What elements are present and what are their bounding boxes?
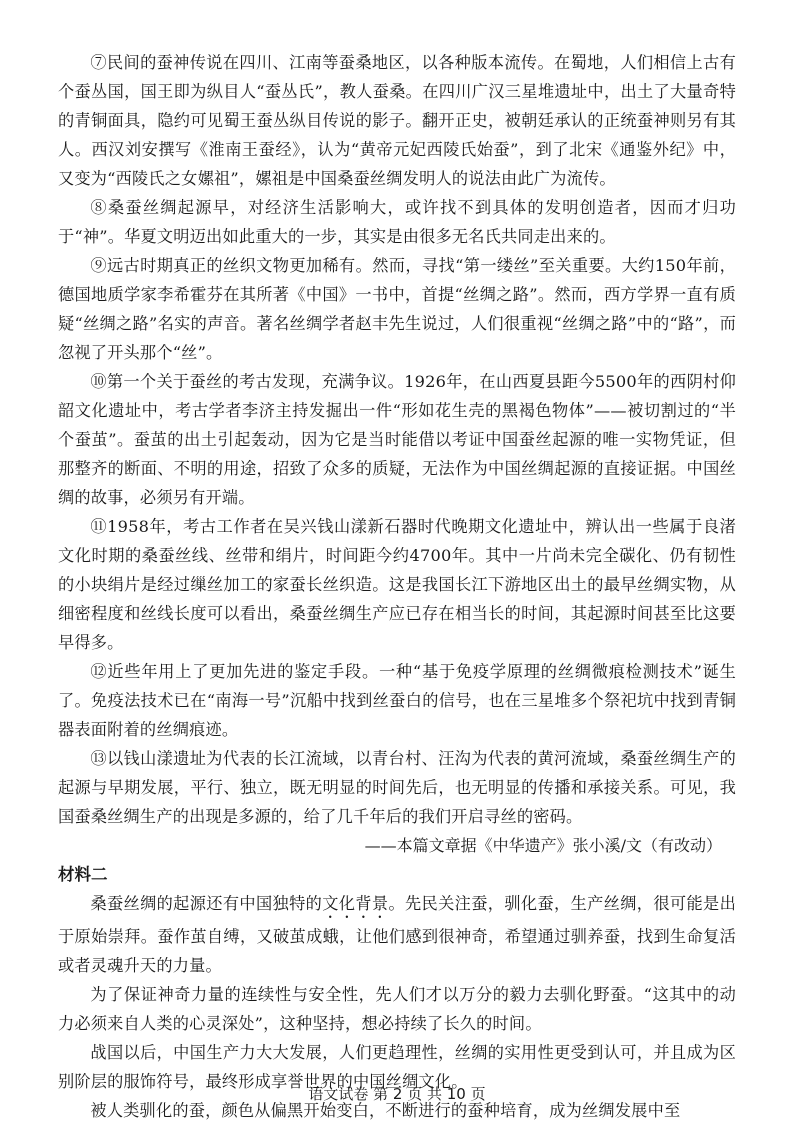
paragraph-11: ⑪1958年，考古工作者在吴兴钱山漾新石器时代晚期文化遗址中，辨认出一些属于良渚文化时期的桑蚕丝线、丝带和绢片，时间距今约4700年。其中一片尚未完全碳化、仍有韧性的小块绢片是经过缫丝加工的家蚕长丝织造。这是我国长江下游地区出土的最早丝绸实物，从细密程度和丝线长度可以看出，桑蚕丝绸生产应已存在相当长的时间，其起源时间甚至比这要早得多。 — [58, 517, 736, 652]
paragraph-8: ⑧桑蚕丝绸起源早，对经济生活影响大，或许找不到具体的发明创造者，因而才归功于“神”。华夏文明迈出如此重大的一步，其实是由很多无名氏共同走出来的。 — [58, 198, 736, 246]
m1-prefix: 桑蚕丝绸的起源还有中国独特的 — [90, 894, 323, 913]
material-2-paragraph-2: 为了保证神奇力量的连续性与安全性，先人们才以万分的毅力去驯化野蚕。“这其中的动力必须来自人类的心灵深处”，这种坚持，想必持续了长久的时间。 — [58, 985, 736, 1033]
article-credit: ——本篇文章据《中华遗产》张小溪/文（有改动） — [364, 836, 722, 855]
paragraph-13: ⑬以钱山漾遗址为代表的长江流域，以青台村、汪沟为代表的黄河流域，桑蚕丝绸生产的起源与早期发展，平行、独立，既无明显的时间先后，也无明显的传播和承接关系。可见，我国蚕桑丝绸生产的出现是多源的，给了几千年后的我们开启寻丝的密码。 — [58, 749, 736, 826]
page-footer: 语文试卷 第 2 页 共 10 页 — [308, 1085, 486, 1103]
paragraph-10: ⑩第一个关于蚕丝的考古发现，充满争议。1926年，在山西夏县距今5500年的西阴村仰韶文化遗址中，考古学者李济主持发掘出一件“形如花生壳的黑褐色物体”——被切割过的“半个蚕茧”。蚕茧的出土引起轰动，因为它是当时能借以考证中国蚕丝起源的唯一实物凭证，但那整齐的断面、不明的用途，招致了众多的质疑，无法作为中国丝绸起源的直接证据。中国丝绸的故事，必须另有开端。 — [58, 372, 736, 507]
material-2-paragraph-4: 被人类驯化的蚕，颜色从偏黑开始变白，不断进行的蚕种培育，成为丝绸发展中至 — [90, 1101, 681, 1120]
paragraph-12: ⑫近些年用上了更加先进的鉴定手段。一种“基于免疫学原理的丝绸微痕检测技术”诞生了。免疫法技术已在“南海一号”沉船中找到丝蚕白的信号，也在三星堆多个祭祀坑中找到青铜器表面附着的丝绸痕迹。 — [58, 662, 736, 739]
m1-suffix: 。先民关注蚕，驯化蚕，生产丝绸，很可能是出于原始崇拜。蚕作茧自缚，又破茧成蛾，让他们感到很神奇，希望通过驯养蚕，找到生命复活或者灵魂升天的力量。 — [58, 894, 736, 975]
material-2-heading: 材料二 — [58, 865, 108, 884]
paragraph-9: ⑨远古时期真正的丝织文物更加稀有。然而，寻找“第一缕丝”至关重要。大约150年前，德国地质学家李希霍芬在其所著《中国》一书中，首提“丝绸之路”。然而，西方学界一直有质疑“丝绸之路”名实的声音。著名丝绸学者赵丰先生说过，人们很重视“丝绸之路”中的“路”，而忽视了开头那个“丝”。 — [58, 256, 736, 362]
emphasized-text: 文化背景 — [322, 894, 389, 913]
material-2-paragraph-1 — [58, 889, 736, 980]
paragraph-7: ⑦民间的蚕神传说在四川、江南等蚕桑地区，以各种版本流传。在蜀地，人们相信上古有个蚕丛国，国王即为纵目人“蚕丛氏”，教人蚕桑。在四川广汉三星堆遗址中，出土了大量奇特的青铜面具，隐约可见蜀王蚕丛纵目传说的影子。翻开正史，被朝廷承认的正统蚕神则另有其人。西汉刘安撰写《淮南王蚕经》，认为“黄帝元妃西陵氏始蚕”，到了北宋《通鉴外纪》中，又变为“西陵氏之女嫘祖”，嫘祖是中国桑蚕丝绸发明人的说法由此广为流传。 — [58, 53, 736, 188]
material-2-paragraph-3: 战国以后，中国生产力大大发展，人们更趋理性，丝绸的实用性更受到认可，并且成为区别阶层的服饰符号，最终形成享誉世界的中国丝绸文化。 — [58, 1043, 736, 1091]
exam-page — [58, 48, 736, 1125]
